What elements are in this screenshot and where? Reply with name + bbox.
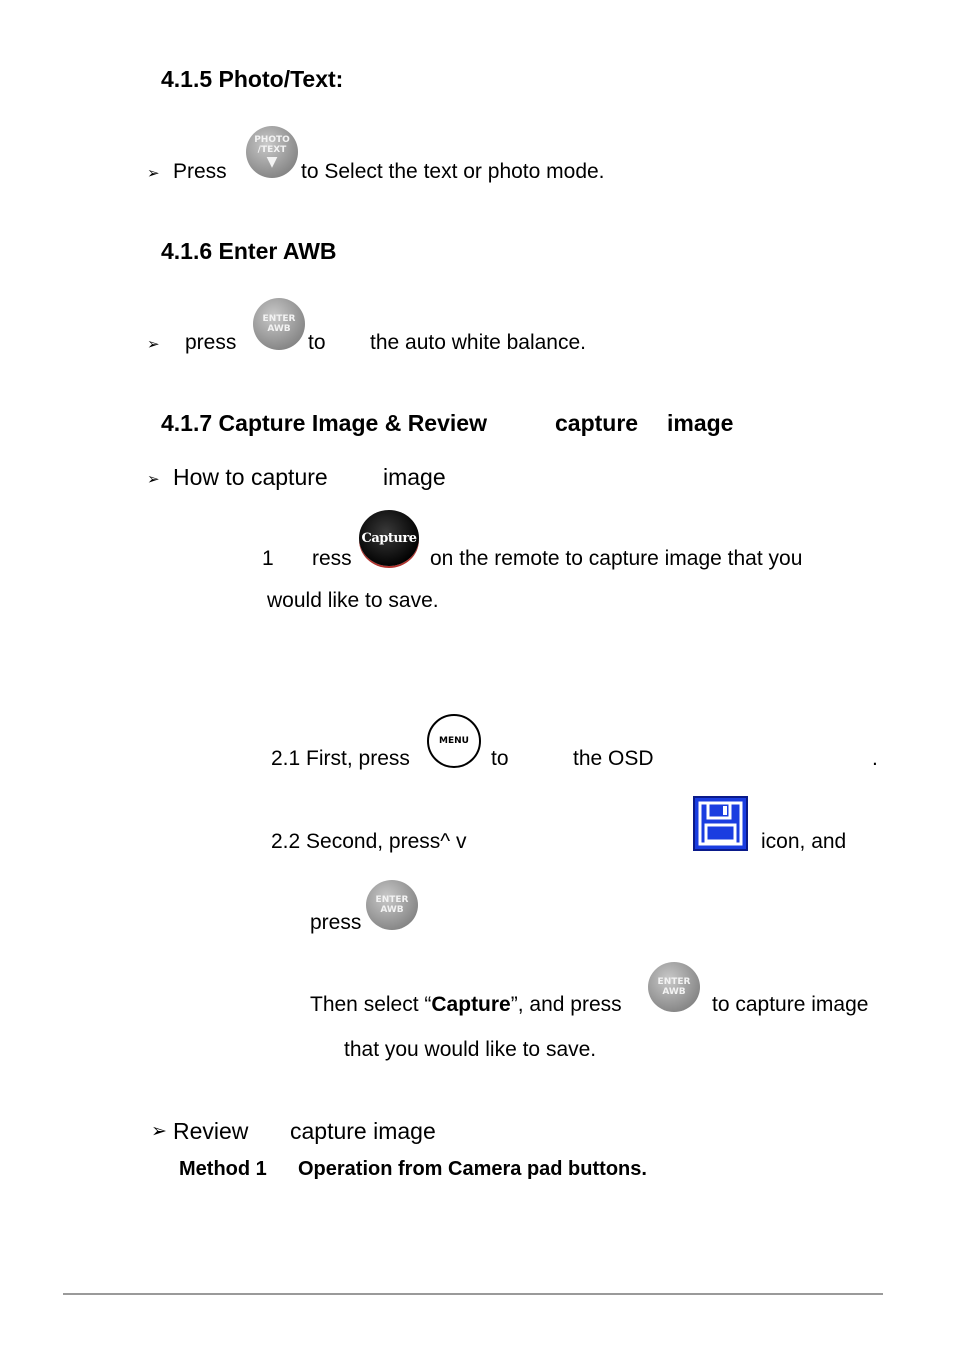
how-to-capture-image: image (383, 464, 446, 490)
step-1-number: 1 (262, 547, 274, 570)
heading-image-word: image (667, 410, 734, 436)
then-to-capture: to capture image (712, 993, 869, 1016)
save-floppy-icon (693, 796, 748, 851)
photo-text-button-icon: PHOTO /TEXT ▼ (246, 126, 298, 178)
bullet-arrow-icon: ➢ (147, 165, 160, 182)
awb-description: the auto white balance. (370, 331, 586, 354)
step-2-1-period: . (872, 747, 878, 770)
heading-capture-review: 4.1.7 Capture Image & Review (161, 410, 487, 436)
enter-awb-button-icon: ENTER AWB (648, 962, 700, 1012)
step-1-press: ress (312, 547, 352, 570)
capture-button-icon: Capture (359, 510, 419, 566)
enter-awb-button-icon: ENTER AWB (253, 298, 305, 350)
to-label: to (308, 331, 326, 354)
bullet-arrow-icon: ➢ (151, 1121, 167, 1142)
photo-text-description: to Select the text or photo mode. (301, 160, 605, 183)
step-1-text-line2: would like to save. (267, 589, 439, 612)
bullet-arrow-icon: ➢ (147, 336, 160, 353)
step-2-2-icon-and: icon, and (761, 830, 847, 853)
then-select-text: Then select “Capture”, and press (310, 993, 622, 1016)
heading-capture-word: capture (555, 410, 639, 436)
method-1-description: Operation from Camera pad buttons. (298, 1158, 647, 1180)
how-to-capture: How to capture (173, 464, 328, 490)
menu-button-icon: MENU (427, 714, 481, 768)
step-2-1-osd: the OSD (573, 747, 654, 770)
enter-awb-button-icon: ENTER AWB (366, 880, 418, 930)
press-label: press (185, 331, 237, 354)
method-1-label: Method 1 (179, 1158, 267, 1180)
step-2-1-to: to (491, 747, 509, 770)
review-capture-image: capture image (290, 1118, 436, 1144)
bullet-arrow-icon: ➢ (147, 471, 160, 488)
review-label: Review (173, 1118, 249, 1144)
step-2-2-press: press (310, 911, 362, 934)
then-line2: that you would like to save. (344, 1038, 597, 1061)
step-2-1-text: 2.1 First, press (271, 747, 410, 770)
footer-divider (63, 1293, 883, 1295)
heading-photo-text: 4.1.5 Photo/Text: (161, 66, 344, 92)
press-label: Press (173, 160, 227, 183)
step-1-text: on the remote to capture image that you (430, 547, 803, 570)
heading-enter-awb: 4.1.6 Enter AWB (161, 238, 337, 264)
step-2-2-text: 2.2 Second, press^ v (271, 830, 467, 853)
